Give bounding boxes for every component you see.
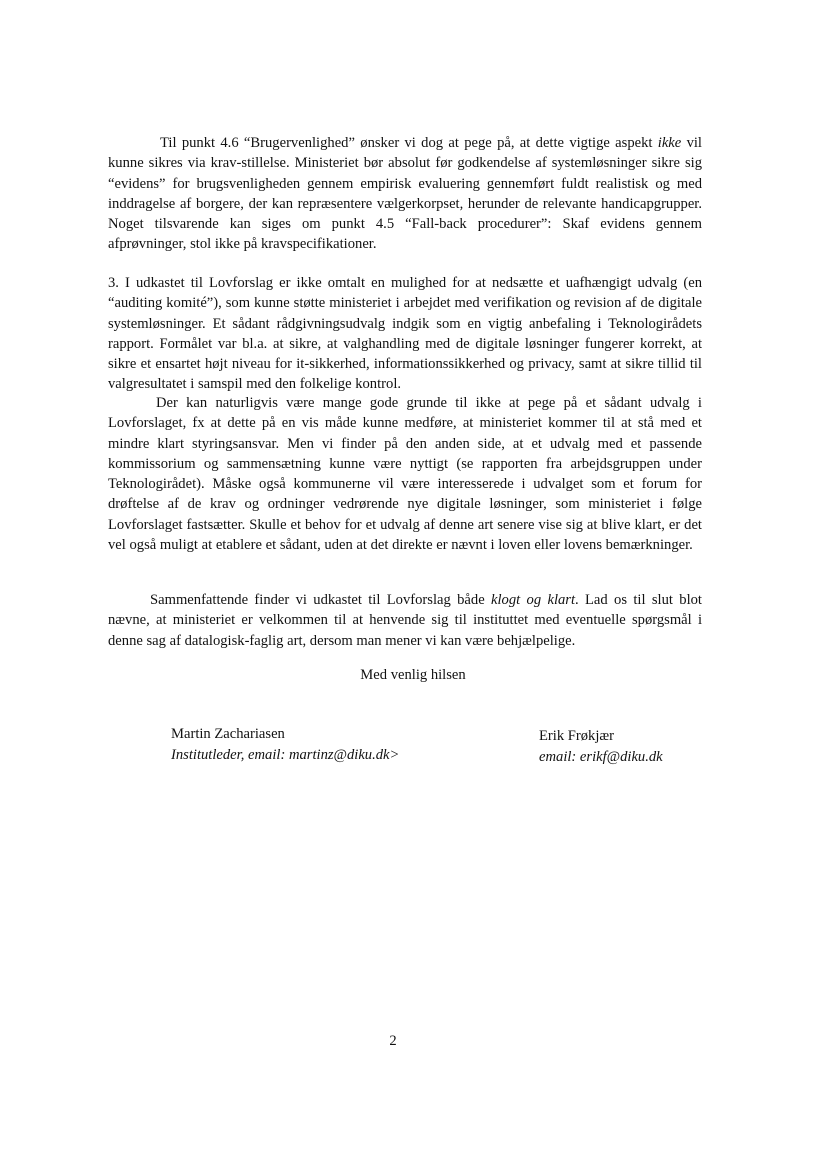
signature-right [539, 726, 663, 768]
signature-right-title: email: erikf@diku.dk [539, 749, 663, 765]
signature-left [171, 724, 399, 766]
paragraph-auditing-committee: 3. I udkastet til Lovforslag er ikke omtalt en mulighed for at nedsætte et uafhængigt udvalg (en “auditing komité”), som kunne støtte ministeriet i arbejdet med verifikation og revision af de digitale systemløsninger. Et sådant rådgivningsudvalg indgik som en vigtig anbefaling i Teknologirådets rapport. Formålet var bl.a. at sikre, at valghandling med de digitale løsninger fungerer korrekt, at sikre et ensartet højt niveau for it-sikkerhed, informationssikkerhed og privacy, samt at sikre tillid til valgresultatet i samspil med den folkelige kontrol. [108, 275, 702, 393]
paragraph-summary [108, 590, 702, 651]
signature-left-title: Institutleder, email: martinz@diku.dk> [171, 747, 400, 763]
paragraph-reasons [108, 393, 702, 555]
paragraph-summary-text-a: Sammenfattende finder vi udkastet til Lovforslag både [150, 592, 492, 608]
paragraph-usability [108, 133, 702, 255]
signature-right-name: Erik Frøkjær [539, 728, 614, 744]
closing-greeting: Med venlig hilsen [360, 667, 466, 683]
page-number: 2 [389, 1033, 397, 1049]
paragraph-usability-text-b: vil kunne sikres via krav-stillelse. Ministeriet bør absolut før godkendelse af systemløsninger sikre sig “evidens” for brugsvenligheden gennem empirisk evaluering gennemført fuldt realistisk og med inddragelse af borgere, der kan repræsentere vælgerkorpset, herunder de relevante handicapgrupper. Noget tilsvarende kan siges om punkt 4.5 “Fall-back procedurer”: Skaf evidens gennem afprøvninger, stol ikke på kravspecifikationer. [108, 135, 702, 253]
signature-left-name: Martin Zachariasen [171, 726, 285, 742]
paragraph-summary-text-b: . Lad os til slut blot nævne, at ministeriet er velkommen til at henvende sig til instituttet med eventuelle spørgsmål i denne sag af datalogisk-faglig art, dersom man mener vi kan være behjælpelige. [108, 592, 702, 649]
paragraph-reasons-text: Der kan naturligvis være mange gode grunde til ikke at pege på et sådant udvalg i Lovforslaget, fx at dette på en vis måde kunne medføre, at ministeriet kommer til at stå med et mindre klart styringsansvar. Men vi finder på den anden side, at et udvalg med et passende kommissorium og sammensætning kunne være nyttigt (se rapporten fra arbejdsgruppen under Teknologirådet). Måske også kommunerne vil være interesserede i udvalget som et forum for drøftelse af de krav og ordninger vedrørende nye digitale løsninger, som ministeriet i følge Lovforslaget fastsætter. Skulle et behov for et udvalg af denne art senere vise sig at blive klart, er det vel også muligt at etablere et sådant, uden at det direkte er nævnt i loven eller lovens bemærkninger. [108, 395, 702, 554]
paragraph-usability-emphasis: ikke [657, 135, 682, 151]
paragraph-usability-text-a: Til punkt 4.6 “Brugervenlighed” ønsker vi dog at pege på, at dette vigtige aspekt [160, 135, 658, 151]
paragraph-summary-emphasis: klogt og klart [491, 592, 576, 608]
